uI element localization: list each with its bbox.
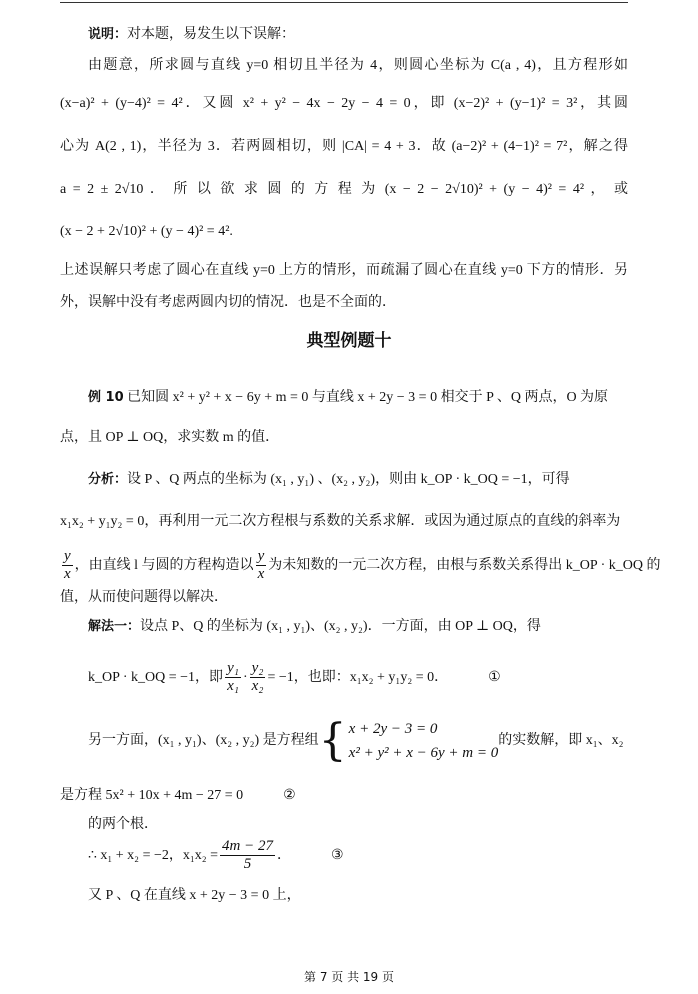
analysis-line-2: x₁x₂ + y₁y₂ = 0，再利用一元二次方程根与系数的关系求解．或因为通过原点的直线的斜率为	[60, 514, 621, 529]
solution-text: 设点 P、Q 的坐标为 (x₁ , y₁)、(x₂ , y₂)．一方面，由 OP ⊥ OQ，得	[140, 619, 541, 634]
analysis-text: 设 P 、Q 两点的坐标为 (x₁ , y₁) 、(x₂ , y₂)，则由 k_OP · k_OQ = −1，可得	[127, 472, 570, 487]
equation-system	[318, 714, 499, 766]
page-footer: 第 7 页 共 19 页	[304, 970, 394, 984]
solution-label: 解法一：	[88, 619, 141, 634]
equation-marker-3: ③	[330, 848, 344, 863]
solution-text-6b: ．	[276, 848, 291, 863]
solution-text-3a: 另一方面，(x₁ , y₁)、(x₂ , y₂) 是方程组	[88, 733, 319, 748]
system-eq-1: x + 2y − 3 = 0	[348, 720, 438, 737]
note-line-1: 由题意，所求圆与直线 y=0 相切且半径为 4，则圆心坐标为 C(a , 4)，且方程形如	[88, 58, 628, 73]
note-label: 说明：	[88, 27, 128, 42]
solution-text-2b: = −1，也即：x₁x₂ + y₁y₂ = 0．	[267, 670, 449, 685]
solution-line-7: 又 P 、Q 在直线 x + 2y − 3 = 0 上，	[88, 888, 301, 903]
solution-text-4: 是方程 5x² + 10x + 4m − 27 = 0	[60, 788, 244, 803]
dot: ·	[242, 670, 248, 685]
system-eq-2: x² + y² + x − 6y + m = 0	[348, 744, 499, 761]
analysis-line-3	[60, 548, 661, 584]
solution-line-3	[88, 716, 628, 766]
example-text: 已知圆 x² + y² + x − 6y + m = 0 与直线 x + 2y − 3 = 0 相交于 P 、Q 两点，O 为原	[127, 390, 609, 405]
equation-marker-1: ①	[488, 670, 501, 685]
header-rule	[60, 2, 628, 3]
solution-text-2a: k_OP · k_OQ = −1，即	[88, 670, 224, 685]
note-heading	[88, 25, 628, 45]
fraction-y1-x1: $\frac{\text{y₁}}{\text{x₁}}$	[227, 660, 239, 695]
note-line-6: 上述误解只考虑了圆心在直线 y=0 上方的情形，而疏漏了圆心在直线 y=0 下方的情形．另	[60, 263, 628, 278]
fraction-y2-x2: $\frac{\text{y₂}}{\text{x₂}}$	[251, 660, 264, 695]
solution-text-3b: 的实数解，即 x₁、x₂	[498, 733, 624, 748]
analysis-label: 分析：	[88, 472, 128, 487]
fraction-y-over-x: $\frac{y}{x}$	[64, 548, 71, 583]
example-label: 例 10	[88, 390, 124, 405]
analysis-line-4: 值，从而使问题得以解决．	[60, 590, 228, 605]
solution-line-1	[88, 617, 628, 637]
note-line-4: a = 2 ± 2√10 ． 所 以 欲 求 圆 的 方 程 为 (x − 2 − 2√10)² + (y − 4)² = 4² ， 或	[60, 182, 628, 197]
fraction-y-over-x: $\frac{y}{x}$	[257, 548, 265, 583]
solution-line-6	[88, 838, 628, 874]
brace-icon: {	[318, 714, 347, 766]
section-title: 典型例题十	[306, 331, 392, 351]
solution-text-6a: ∴ x₁ + x₂ = −2，x₁x₂ =	[88, 848, 219, 863]
analysis-line-1	[88, 470, 628, 490]
fraction-4m-27-over-5: $\frac{4m - 27}{5}$	[222, 838, 273, 873]
analysis-text-3a: ，由直线 l 与圆的方程构造以	[74, 558, 254, 573]
note-line-7: 外，误解中没有考虑两圆内切的情况．也是不全面的．	[60, 295, 396, 310]
equation-marker-2: ②	[283, 788, 296, 803]
solution-line-5: 的两个根．	[88, 817, 158, 832]
note-line-3: 心为 A(2 , 1)，半径为 3．若两圆相切，则 |CA| = 4 + 3．故 (a−2)² + (4−1)² = 7²，解之得	[60, 139, 628, 154]
note-line-5: (x − 2 + 2√10)² + (y − 4)² = 4².	[60, 224, 233, 239]
analysis-text-3b: 为未知数的一元二次方程，由根与系数关系得出 k_OP · k_OQ 的	[268, 558, 661, 573]
example-line-2: 点，且 OP ⊥ OQ，求实数 m 的值．	[60, 430, 280, 445]
solution-line-2	[88, 660, 628, 696]
example-line-1	[88, 388, 628, 408]
note-line-2: (x−a)² + (y−4)² = 4²．又圆 x² + y² − 4x − 2y − 4 = 0，即 (x−2)² + (y−1)² = 3²，其圆	[60, 96, 628, 111]
note-intro: 对本题，易发生以下误解：	[127, 27, 296, 42]
solution-line-4	[60, 786, 628, 806]
